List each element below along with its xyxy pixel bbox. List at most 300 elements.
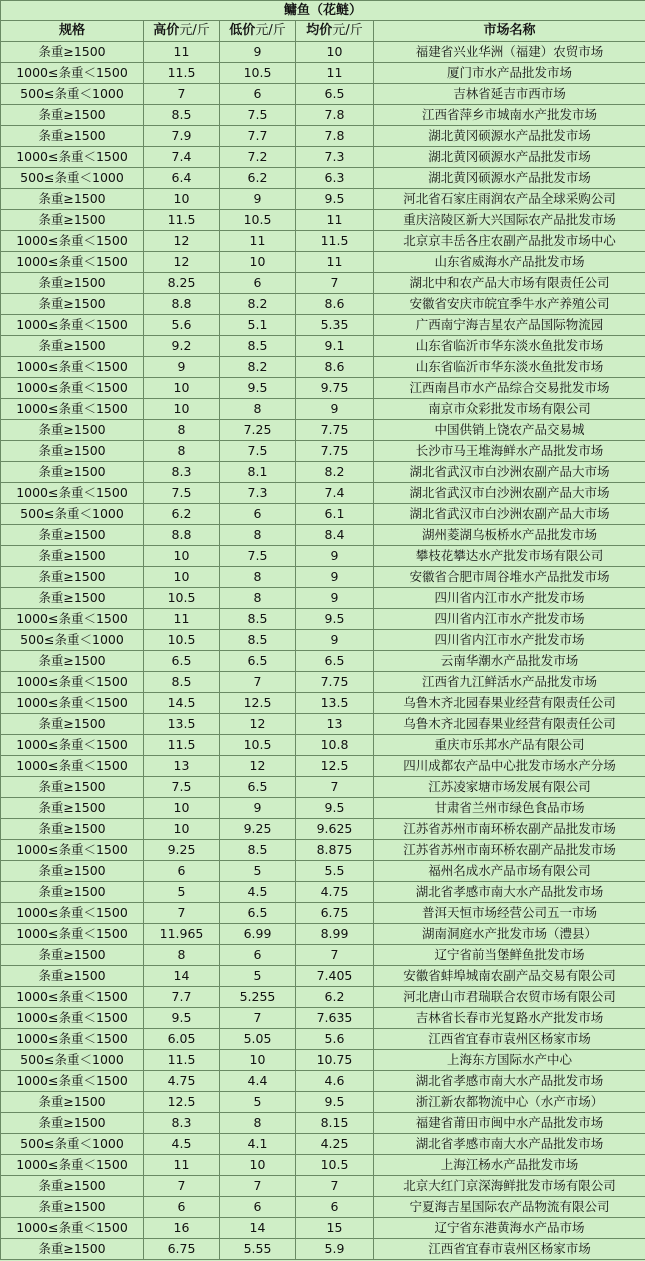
cell-avg-price: 7.75 bbox=[296, 672, 374, 693]
cell-avg-price: 11 bbox=[296, 252, 374, 273]
cell-high-price: 7 bbox=[144, 1176, 220, 1197]
cell-market-name: 中国供销上饶农产品交易城 bbox=[374, 420, 645, 441]
cell-low-price: 8 bbox=[220, 588, 296, 609]
cell-market-name: 上海江杨水产品批发市场 bbox=[374, 1155, 645, 1176]
cell-low-price: 8.5 bbox=[220, 840, 296, 861]
cell-spec: 1000≤条重＜1500 bbox=[1, 1155, 144, 1176]
cell-avg-price: 9.5 bbox=[296, 189, 374, 210]
cell-avg-price: 6.5 bbox=[296, 651, 374, 672]
cell-market-name: 广西南宁海吉星农产品国际物流园 bbox=[374, 315, 645, 336]
table-row bbox=[1, 357, 645, 378]
table-row bbox=[1, 504, 645, 525]
cell-low-price: 7 bbox=[220, 1176, 296, 1197]
cell-low-price: 7 bbox=[220, 1008, 296, 1029]
cell-high-price: 10 bbox=[144, 819, 220, 840]
cell-spec: 条重≥1500 bbox=[1, 1113, 144, 1134]
cell-spec: 条重≥1500 bbox=[1, 882, 144, 903]
table-row bbox=[1, 1134, 645, 1155]
cell-avg-price: 5.35 bbox=[296, 315, 374, 336]
cell-market-name: 辽宁省前当堡鲜鱼批发市场 bbox=[374, 945, 645, 966]
cell-spec: 500≤条重＜1000 bbox=[1, 1134, 144, 1155]
cell-avg-price: 8.99 bbox=[296, 924, 374, 945]
cell-market-name: 江西南昌市水产品综合交易批发市场 bbox=[374, 378, 645, 399]
cell-spec: 1000≤条重＜1500 bbox=[1, 609, 144, 630]
cell-high-price: 10 bbox=[144, 378, 220, 399]
cell-spec: 条重≥1500 bbox=[1, 777, 144, 798]
cell-avg-price: 7.75 bbox=[296, 441, 374, 462]
header-high bbox=[144, 21, 220, 42]
cell-high-price: 10.5 bbox=[144, 588, 220, 609]
cell-high-price: 10 bbox=[144, 798, 220, 819]
cell-low-price: 8 bbox=[220, 1113, 296, 1134]
cell-low-price: 6.2 bbox=[220, 168, 296, 189]
cell-low-price: 8 bbox=[220, 525, 296, 546]
cell-market-name: 南京市众彩批发市场有限公司 bbox=[374, 399, 645, 420]
cell-spec: 条重≥1500 bbox=[1, 1239, 144, 1260]
cell-avg-price: 7 bbox=[296, 273, 374, 294]
header-low-unit: 元/斤 bbox=[255, 23, 286, 38]
cell-high-price: 9.25 bbox=[144, 840, 220, 861]
cell-avg-price: 9 bbox=[296, 399, 374, 420]
cell-market-name: 北京京丰岳各庄农副产品批发市场中心 bbox=[374, 231, 645, 252]
cell-high-price: 7 bbox=[144, 84, 220, 105]
cell-high-price: 9.5 bbox=[144, 1008, 220, 1029]
cell-spec: 条重≥1500 bbox=[1, 945, 144, 966]
cell-market-name: 重庆市乐邦水产品有限公司 bbox=[374, 735, 645, 756]
cell-high-price: 12 bbox=[144, 252, 220, 273]
cell-low-price: 5.05 bbox=[220, 1029, 296, 1050]
cell-market-name: 福建省兴业华洲（福建）农贸市场 bbox=[374, 42, 645, 63]
cell-high-price: 12 bbox=[144, 231, 220, 252]
table-row bbox=[1, 336, 645, 357]
cell-avg-price: 6 bbox=[296, 1197, 374, 1218]
cell-avg-price: 13.5 bbox=[296, 693, 374, 714]
cell-high-price: 4.5 bbox=[144, 1134, 220, 1155]
cell-market-name: 江苏凌家塘市场发展有限公司 bbox=[374, 777, 645, 798]
table-body bbox=[1, 42, 645, 1260]
cell-avg-price: 10.5 bbox=[296, 1155, 374, 1176]
cell-spec: 条重≥1500 bbox=[1, 273, 144, 294]
header-market: 市场名称 bbox=[374, 21, 645, 42]
cell-low-price: 8 bbox=[220, 399, 296, 420]
cell-avg-price: 7.4 bbox=[296, 483, 374, 504]
cell-avg-price: 8.6 bbox=[296, 294, 374, 315]
cell-low-price: 6.5 bbox=[220, 777, 296, 798]
cell-market-name: 宁夏海吉星国际农产品物流有限公司 bbox=[374, 1197, 645, 1218]
cell-spec: 1000≤条重＜1500 bbox=[1, 1218, 144, 1239]
table-row bbox=[1, 42, 645, 63]
cell-low-price: 5 bbox=[220, 966, 296, 987]
table-row bbox=[1, 819, 645, 840]
cell-spec: 条重≥1500 bbox=[1, 651, 144, 672]
cell-market-name: 湖州菱湖乌板桥水产品批发市场 bbox=[374, 525, 645, 546]
table-row bbox=[1, 903, 645, 924]
table-row bbox=[1, 126, 645, 147]
cell-high-price: 11.965 bbox=[144, 924, 220, 945]
cell-market-name: 湖北黄冈硕源水产品批发市场 bbox=[374, 126, 645, 147]
cell-spec: 条重≥1500 bbox=[1, 861, 144, 882]
cell-market-name: 四川省内江市水产批发市场 bbox=[374, 588, 645, 609]
cell-avg-price: 6.2 bbox=[296, 987, 374, 1008]
cell-market-name: 长沙市马王堆海鲜水产品批发市场 bbox=[374, 441, 645, 462]
header-avg-unit: 元/斤 bbox=[332, 23, 363, 38]
cell-high-price: 4.75 bbox=[144, 1071, 220, 1092]
cell-low-price: 10.5 bbox=[220, 210, 296, 231]
header-row bbox=[1, 21, 645, 42]
cell-market-name: 攀枝花攀达水产批发市场有限公司 bbox=[374, 546, 645, 567]
table-row bbox=[1, 1008, 645, 1029]
cell-low-price: 6.99 bbox=[220, 924, 296, 945]
table-title: 鳙鱼（花鲢） bbox=[1, 1, 645, 21]
cell-spec: 1000≤条重＜1500 bbox=[1, 315, 144, 336]
cell-market-name: 山东省临沂市华东淡水鱼批发市场 bbox=[374, 336, 645, 357]
cell-market-name: 河北省石家庄雨润农产品全球采购公司 bbox=[374, 189, 645, 210]
cell-market-name: 云南华潮水产品批发市场 bbox=[374, 651, 645, 672]
cell-spec: 500≤条重＜1000 bbox=[1, 504, 144, 525]
table-row bbox=[1, 882, 645, 903]
cell-avg-price: 8.4 bbox=[296, 525, 374, 546]
cell-high-price: 7 bbox=[144, 903, 220, 924]
table-row bbox=[1, 1218, 645, 1239]
cell-high-price: 6.75 bbox=[144, 1239, 220, 1260]
table-row bbox=[1, 252, 645, 273]
cell-spec: 条重≥1500 bbox=[1, 105, 144, 126]
cell-low-price: 8.5 bbox=[220, 609, 296, 630]
cell-avg-price: 5.5 bbox=[296, 861, 374, 882]
cell-avg-price: 12.5 bbox=[296, 756, 374, 777]
header-avg-label: 均价 bbox=[306, 23, 333, 38]
cell-spec: 500≤条重＜1000 bbox=[1, 168, 144, 189]
cell-high-price: 8 bbox=[144, 441, 220, 462]
cell-low-price: 8.1 bbox=[220, 462, 296, 483]
cell-high-price: 10 bbox=[144, 189, 220, 210]
cell-spec: 1000≤条重＜1500 bbox=[1, 357, 144, 378]
cell-avg-price: 7.8 bbox=[296, 105, 374, 126]
cell-market-name: 四川省内江市水产批发市场 bbox=[374, 609, 645, 630]
cell-low-price: 7.5 bbox=[220, 105, 296, 126]
cell-avg-price: 8.2 bbox=[296, 462, 374, 483]
cell-market-name: 吉林省延吉市西市场 bbox=[374, 84, 645, 105]
cell-spec: 1000≤条重＜1500 bbox=[1, 1071, 144, 1092]
cell-low-price: 8.2 bbox=[220, 357, 296, 378]
cell-low-price: 8 bbox=[220, 567, 296, 588]
cell-avg-price: 9.5 bbox=[296, 798, 374, 819]
cell-high-price: 5 bbox=[144, 882, 220, 903]
table-row bbox=[1, 609, 645, 630]
cell-market-name: 湖北省武汉市白沙洲农副产品大市场 bbox=[374, 483, 645, 504]
cell-spec: 条重≥1500 bbox=[1, 294, 144, 315]
cell-market-name: 湖北中和农产品大市场有限责任公司 bbox=[374, 273, 645, 294]
cell-high-price: 11.5 bbox=[144, 1050, 220, 1071]
cell-spec: 条重≥1500 bbox=[1, 588, 144, 609]
cell-avg-price: 4.6 bbox=[296, 1071, 374, 1092]
cell-spec: 1000≤条重＜1500 bbox=[1, 924, 144, 945]
table-row bbox=[1, 63, 645, 84]
cell-spec: 条重≥1500 bbox=[1, 210, 144, 231]
cell-market-name: 安徽省蚌埠城南农副产品交易有限公司 bbox=[374, 966, 645, 987]
cell-spec: 1000≤条重＜1500 bbox=[1, 378, 144, 399]
cell-spec: 1000≤条重＜1500 bbox=[1, 147, 144, 168]
table-row bbox=[1, 210, 645, 231]
cell-high-price: 8.8 bbox=[144, 525, 220, 546]
cell-spec: 条重≥1500 bbox=[1, 441, 144, 462]
cell-avg-price: 6.75 bbox=[296, 903, 374, 924]
cell-high-price: 7.9 bbox=[144, 126, 220, 147]
cell-low-price: 6 bbox=[220, 84, 296, 105]
cell-market-name: 湖北省武汉市白沙洲农副产品大市场 bbox=[374, 462, 645, 483]
cell-low-price: 7.5 bbox=[220, 546, 296, 567]
cell-avg-price: 5.9 bbox=[296, 1239, 374, 1260]
table-row bbox=[1, 924, 645, 945]
cell-market-name: 湖北省孝感市南大水产品批发市场 bbox=[374, 1071, 645, 1092]
cell-market-name: 湖北省孝感市南大水产品批发市场 bbox=[374, 882, 645, 903]
cell-low-price: 9 bbox=[220, 189, 296, 210]
cell-spec: 500≤条重＜1000 bbox=[1, 84, 144, 105]
cell-low-price: 8.5 bbox=[220, 336, 296, 357]
cell-low-price: 9.5 bbox=[220, 378, 296, 399]
cell-market-name: 福建省莆田市闽中水产品批发市场 bbox=[374, 1113, 645, 1134]
cell-spec: 1000≤条重＜1500 bbox=[1, 840, 144, 861]
table-row bbox=[1, 378, 645, 399]
cell-high-price: 8.3 bbox=[144, 1113, 220, 1134]
table-row bbox=[1, 1029, 645, 1050]
table-row bbox=[1, 294, 645, 315]
cell-market-name: 安徽省合肥市周谷堆水产品批发市场 bbox=[374, 567, 645, 588]
cell-high-price: 9.2 bbox=[144, 336, 220, 357]
table-row bbox=[1, 399, 645, 420]
cell-avg-price: 7 bbox=[296, 777, 374, 798]
cell-low-price: 7.5 bbox=[220, 441, 296, 462]
cell-market-name: 厦门市水产品批发市场 bbox=[374, 63, 645, 84]
table-row bbox=[1, 441, 645, 462]
table-row bbox=[1, 1050, 645, 1071]
cell-low-price: 6 bbox=[220, 504, 296, 525]
table-row bbox=[1, 987, 645, 1008]
cell-low-price: 7.2 bbox=[220, 147, 296, 168]
table-row bbox=[1, 1197, 645, 1218]
cell-spec: 1000≤条重＜1500 bbox=[1, 693, 144, 714]
cell-avg-price: 7.3 bbox=[296, 147, 374, 168]
cell-spec: 条重≥1500 bbox=[1, 336, 144, 357]
cell-avg-price: 5.6 bbox=[296, 1029, 374, 1050]
cell-high-price: 6 bbox=[144, 861, 220, 882]
table-row bbox=[1, 672, 645, 693]
cell-high-price: 6.05 bbox=[144, 1029, 220, 1050]
cell-avg-price: 15 bbox=[296, 1218, 374, 1239]
cell-low-price: 5.55 bbox=[220, 1239, 296, 1260]
cell-market-name: 江苏省苏州市南环桥农副产品批发市场 bbox=[374, 840, 645, 861]
table-row bbox=[1, 420, 645, 441]
table-row bbox=[1, 1113, 645, 1134]
title-row bbox=[1, 1, 645, 21]
cell-high-price: 8.5 bbox=[144, 672, 220, 693]
cell-high-price: 10 bbox=[144, 546, 220, 567]
cell-market-name: 江西省萍乡市城南水产批发市场 bbox=[374, 105, 645, 126]
header-low-label: 低价 bbox=[229, 23, 256, 38]
cell-market-name: 乌鲁木齐北园春果业经营有限责任公司 bbox=[374, 714, 645, 735]
cell-spec: 1000≤条重＜1500 bbox=[1, 672, 144, 693]
table-row bbox=[1, 840, 645, 861]
cell-low-price: 14 bbox=[220, 1218, 296, 1239]
cell-low-price: 7.7 bbox=[220, 126, 296, 147]
table-row bbox=[1, 105, 645, 126]
cell-spec: 条重≥1500 bbox=[1, 525, 144, 546]
cell-high-price: 10 bbox=[144, 399, 220, 420]
cell-market-name: 山东省威海水产品批发市场 bbox=[374, 252, 645, 273]
cell-avg-price: 6.5 bbox=[296, 84, 374, 105]
cell-high-price: 6.5 bbox=[144, 651, 220, 672]
cell-spec: 条重≥1500 bbox=[1, 42, 144, 63]
cell-avg-price: 9.1 bbox=[296, 336, 374, 357]
table-row bbox=[1, 147, 645, 168]
cell-market-name: 上海东方国际水产中心 bbox=[374, 1050, 645, 1071]
cell-low-price: 4.1 bbox=[220, 1134, 296, 1155]
cell-spec: 条重≥1500 bbox=[1, 420, 144, 441]
table-row bbox=[1, 567, 645, 588]
cell-avg-price: 7 bbox=[296, 1176, 374, 1197]
cell-avg-price: 8.6 bbox=[296, 357, 374, 378]
cell-market-name: 河北唐山市君瑞联合农贸市场有限公司 bbox=[374, 987, 645, 1008]
table-row bbox=[1, 462, 645, 483]
cell-market-name: 江西省宜春市袁州区杨家市场 bbox=[374, 1239, 645, 1260]
cell-market-name: 山东省临沂市华东淡水鱼批发市场 bbox=[374, 357, 645, 378]
cell-avg-price: 10 bbox=[296, 42, 374, 63]
cell-avg-price: 13 bbox=[296, 714, 374, 735]
table-row bbox=[1, 777, 645, 798]
cell-spec: 条重≥1500 bbox=[1, 1176, 144, 1197]
cell-market-name: 北京大红门京深海鲜批发市场有限公司 bbox=[374, 1176, 645, 1197]
cell-avg-price: 7.75 bbox=[296, 420, 374, 441]
cell-avg-price: 10.75 bbox=[296, 1050, 374, 1071]
cell-low-price: 4.5 bbox=[220, 882, 296, 903]
table-row bbox=[1, 693, 645, 714]
cell-high-price: 11 bbox=[144, 1155, 220, 1176]
cell-market-name: 湖北黄冈硕源水产品批发市场 bbox=[374, 147, 645, 168]
cell-market-name: 重庆涪陵区新大兴国际农产品批发市场 bbox=[374, 210, 645, 231]
cell-high-price: 8.5 bbox=[144, 105, 220, 126]
cell-low-price: 9 bbox=[220, 42, 296, 63]
table-row bbox=[1, 714, 645, 735]
cell-high-price: 13.5 bbox=[144, 714, 220, 735]
cell-avg-price: 9 bbox=[296, 588, 374, 609]
cell-avg-price: 11 bbox=[296, 210, 374, 231]
table-row bbox=[1, 1155, 645, 1176]
cell-low-price: 7.25 bbox=[220, 420, 296, 441]
cell-market-name: 江西省九江鲜活水产品批发市场 bbox=[374, 672, 645, 693]
cell-low-price: 5 bbox=[220, 1092, 296, 1113]
cell-high-price: 9 bbox=[144, 357, 220, 378]
cell-spec: 条重≥1500 bbox=[1, 462, 144, 483]
header-avg bbox=[296, 21, 374, 42]
cell-spec: 1000≤条重＜1500 bbox=[1, 735, 144, 756]
cell-avg-price: 6.1 bbox=[296, 504, 374, 525]
cell-low-price: 10.5 bbox=[220, 63, 296, 84]
cell-avg-price: 10.8 bbox=[296, 735, 374, 756]
cell-spec: 条重≥1500 bbox=[1, 819, 144, 840]
cell-low-price: 6.5 bbox=[220, 651, 296, 672]
header-low bbox=[220, 21, 296, 42]
cell-spec: 条重≥1500 bbox=[1, 1197, 144, 1218]
header-high-unit: 元/斤 bbox=[179, 23, 210, 38]
cell-market-name: 江西省宜春市袁州区杨家市场 bbox=[374, 1029, 645, 1050]
table-row bbox=[1, 315, 645, 336]
cell-low-price: 12 bbox=[220, 714, 296, 735]
cell-spec: 1000≤条重＜1500 bbox=[1, 1029, 144, 1050]
cell-spec: 1000≤条重＜1500 bbox=[1, 903, 144, 924]
cell-market-name: 湖北黄冈硕源水产品批发市场 bbox=[374, 168, 645, 189]
cell-avg-price: 9 bbox=[296, 546, 374, 567]
cell-high-price: 8.3 bbox=[144, 462, 220, 483]
cell-spec: 条重≥1500 bbox=[1, 966, 144, 987]
cell-avg-price: 7.635 bbox=[296, 1008, 374, 1029]
cell-high-price: 11.5 bbox=[144, 63, 220, 84]
cell-avg-price: 9.5 bbox=[296, 1092, 374, 1113]
cell-spec: 条重≥1500 bbox=[1, 1092, 144, 1113]
cell-low-price: 10 bbox=[220, 1050, 296, 1071]
cell-spec: 条重≥1500 bbox=[1, 567, 144, 588]
cell-low-price: 5.255 bbox=[220, 987, 296, 1008]
cell-avg-price: 7.405 bbox=[296, 966, 374, 987]
cell-low-price: 8.5 bbox=[220, 630, 296, 651]
cell-high-price: 7.7 bbox=[144, 987, 220, 1008]
cell-high-price: 10.5 bbox=[144, 630, 220, 651]
cell-low-price: 10 bbox=[220, 1155, 296, 1176]
cell-high-price: 6 bbox=[144, 1197, 220, 1218]
cell-spec: 500≤条重＜1000 bbox=[1, 1050, 144, 1071]
cell-spec: 条重≥1500 bbox=[1, 714, 144, 735]
cell-market-name: 江苏省苏州市南环桥农副产品批发市场 bbox=[374, 819, 645, 840]
cell-avg-price: 9 bbox=[296, 630, 374, 651]
table-row bbox=[1, 798, 645, 819]
cell-market-name: 乌鲁木齐北园春果业经营有限责任公司 bbox=[374, 693, 645, 714]
cell-low-price: 9 bbox=[220, 798, 296, 819]
table-row bbox=[1, 735, 645, 756]
cell-high-price: 5.6 bbox=[144, 315, 220, 336]
cell-market-name: 四川成都农产品中心批发市场水产分场 bbox=[374, 756, 645, 777]
table-row bbox=[1, 168, 645, 189]
cell-low-price: 8.2 bbox=[220, 294, 296, 315]
cell-avg-price: 7.8 bbox=[296, 126, 374, 147]
cell-low-price: 4.4 bbox=[220, 1071, 296, 1092]
cell-spec: 1000≤条重＜1500 bbox=[1, 252, 144, 273]
cell-high-price: 13 bbox=[144, 756, 220, 777]
cell-high-price: 16 bbox=[144, 1218, 220, 1239]
table-row bbox=[1, 231, 645, 252]
cell-market-name: 湖北省武汉市白沙洲农副产品大市场 bbox=[374, 504, 645, 525]
table-row bbox=[1, 525, 645, 546]
table-row bbox=[1, 1239, 645, 1260]
cell-low-price: 12.5 bbox=[220, 693, 296, 714]
table-row bbox=[1, 1092, 645, 1113]
cell-high-price: 14 bbox=[144, 966, 220, 987]
cell-market-name: 安徽省安庆市皖宜季牛水产养殖公司 bbox=[374, 294, 645, 315]
cell-market-name: 福州名成水产品市场有限公司 bbox=[374, 861, 645, 882]
table-row bbox=[1, 588, 645, 609]
cell-high-price: 11 bbox=[144, 609, 220, 630]
cell-high-price: 8 bbox=[144, 945, 220, 966]
cell-market-name: 普洱天恒市场经营公司五一市场 bbox=[374, 903, 645, 924]
header-spec: 规格 bbox=[1, 21, 144, 42]
cell-high-price: 7.5 bbox=[144, 483, 220, 504]
cell-spec: 1000≤条重＜1500 bbox=[1, 756, 144, 777]
cell-spec: 1000≤条重＜1500 bbox=[1, 231, 144, 252]
table-row bbox=[1, 84, 645, 105]
cell-market-name: 吉林省长春市光复路水产批发市场 bbox=[374, 1008, 645, 1029]
cell-spec: 条重≥1500 bbox=[1, 126, 144, 147]
cell-low-price: 11 bbox=[220, 231, 296, 252]
cell-low-price: 6 bbox=[220, 1197, 296, 1218]
cell-high-price: 14.5 bbox=[144, 693, 220, 714]
